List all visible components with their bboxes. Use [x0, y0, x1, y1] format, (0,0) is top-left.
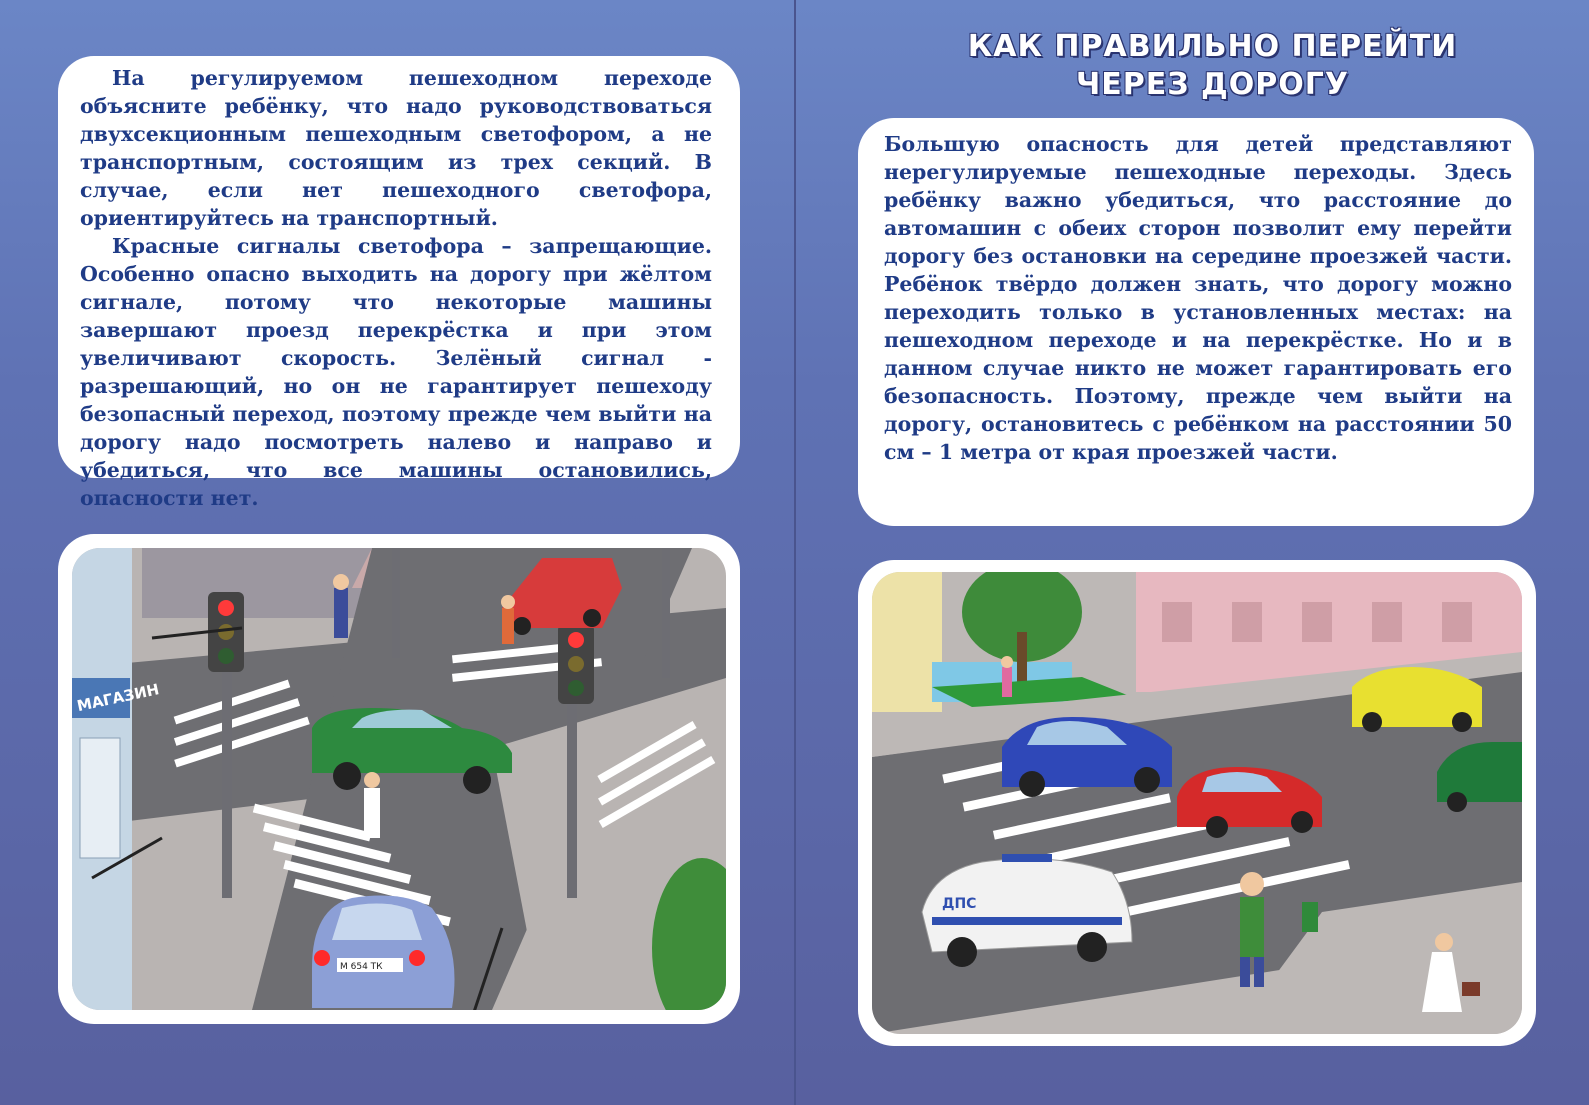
- right-page: [796, 0, 1589, 1105]
- title-line-1: КАК ПРАВИЛЬНО ПЕРЕЙТИ: [967, 29, 1458, 64]
- unregulated-crossing-illustration: [872, 572, 1522, 1034]
- left-illustration-frame: [58, 534, 740, 1024]
- shop-sign: МАГАЗИН: [75, 680, 161, 716]
- right-text-card: [858, 118, 1534, 526]
- car-plate: М 654 ТК: [340, 962, 383, 972]
- page-title: [796, 28, 1589, 104]
- right-illustration-frame: [858, 560, 1536, 1046]
- police-label: ДПС: [942, 896, 977, 912]
- left-paragraph-2: Красные сигналы светофора – запрещающие. Особенно опасно выходить на дорогу при жёлтом сигнале, потому что некоторые машины завершают проезд перекрёстка и при этом увеличивают скорость. Зелёный сигнал - разрешающий, но он не гарантирует пешеходу безопасный переход, поэтому прежде чем выйти на дорогу надо посмотреть налево и направо и убедиться, что все машины остановились, опасности нет.: [80, 234, 712, 510]
- right-paragraph: Большую опасность для детей представляют нерегулируемые пешеходные переходы. Здесь ребёнку важно убедиться, что расстояние до автомашин с обеих сторон позволит ему перейти дорогу без остановки на середине проезжей части. Ребёнок твёрдо должен знать, что дорогу можно переходить только в установленных местах: на пешеходном переходе и на перекрёстке. Но и в данном случае никто не может гарантировать его безопасность. Поэтому, прежде чем выйти на дорогу, остановитесь с ребёнком на расстоянии 50 см – 1 метра от края проезжей части.: [884, 132, 1512, 464]
- regulated-crossing-illustration: [72, 548, 726, 1010]
- title-line-2: ЧЕРЕЗ ДОРОГУ: [1076, 67, 1349, 102]
- left-page: [0, 0, 794, 1105]
- left-text-card: [58, 56, 740, 510]
- left-paragraph-1: На регулируемом пешеходном переходе объясните ребёнку, что надо руководствоваться двухсекционным пешеходным светофором, а не транспортным, состоящим из трех секций. В случае, если нет пешеходного светофора, ориентируйтесь на транспортный.: [80, 66, 712, 230]
